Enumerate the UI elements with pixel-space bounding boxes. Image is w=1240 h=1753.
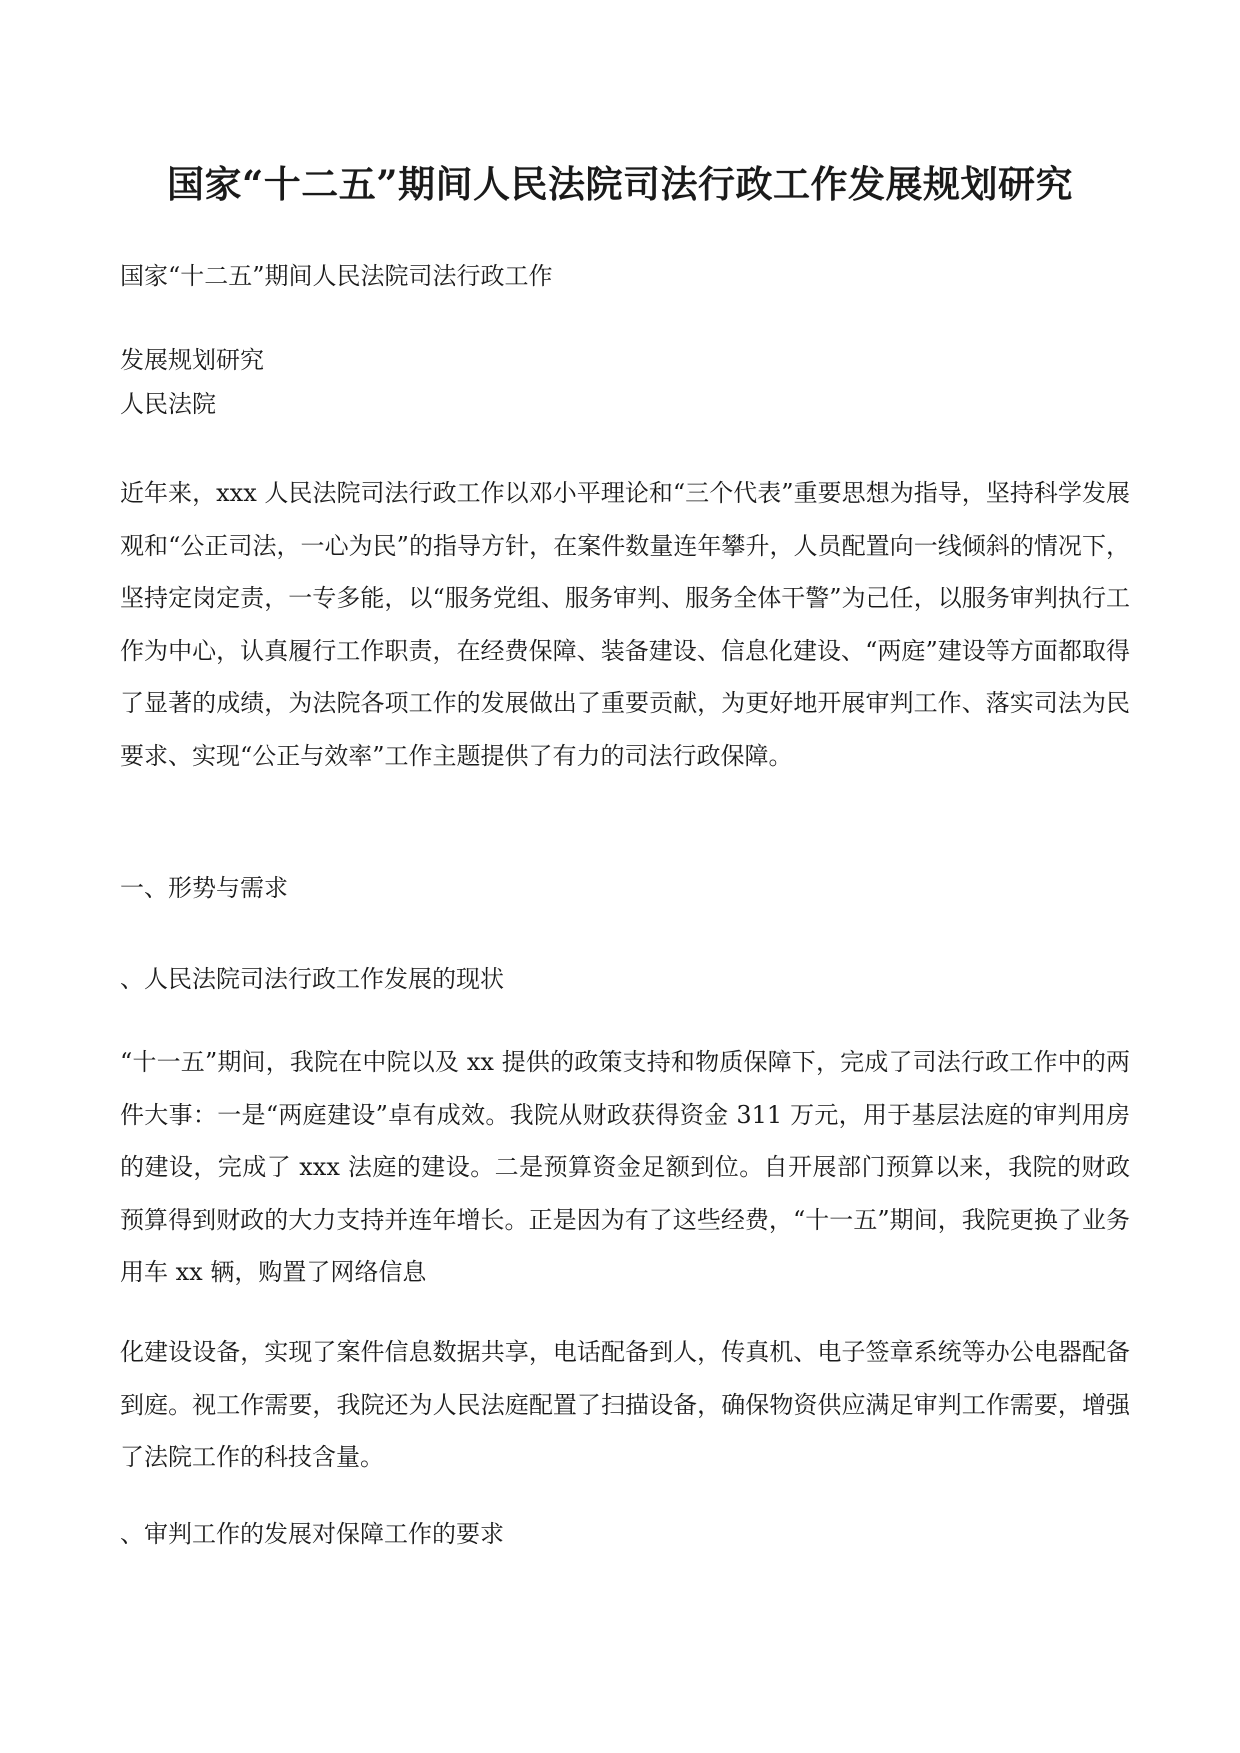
paragraph-2: “十一五”期间，我院在中院以及 xx 提供的政策支持和物质保障下，完成了司法行政工作中的两件大事：一是“两庭建设”卓有成效。我院从财政获得资金 311 万元，用于基层法庭的审判用房的建设，完成了 xxx 法庭的建设。二是预算资金足额到位。自开展部门预算以来，我院的财政预算得到财政的大力支持并连年增长。正是因为有了这些经费，“十一五”期间，我院更换了业务用车 xx 辆，购置了网络信息 (120, 1048, 1130, 1286)
paragraph-3: 化建设设备，实现了案件信息数据共享，电话配备到人，传真机、电子签章系统等办公电器配备到庭。视工作需要，我院还为人民法庭配置了扫描设备，确保物资供应满足审判工作需要，增强了法院工作的科技含量。 (120, 1338, 1130, 1471)
subsection-heading-1: 、人民法院司法行政工作发展的现状 (120, 965, 504, 993)
author-line: 人民法院 (120, 390, 216, 418)
subtitle-line-2: 发展规划研究 (120, 346, 264, 374)
subtitle-line-1: 国家“十二五”期间人民法院司法行政工作 (120, 262, 553, 290)
subsection-heading-2: 、审判工作的发展对保障工作的要求 (120, 1520, 504, 1548)
intro-paragraph: 近年来，xxx 人民法院司法行政工作以邓小平理论和“三个代表”重要思想为指导，坚持科学发展观和“公正司法，一心为民”的指导方针，在案件数量连年攀升，人员配置向一线倾斜的情况下，坚持定岗定责，一专多能，以“服务党组、服务审判、服务全体干警”为己任，以服务审判执行工作为中心，认真履行工作职责，在经费保障、装备建设、信息化建设、“两庭”建设等方面都取得了显著的成绩，为法院各项工作的发展做出了重要贡献，为更好地开展审判工作、落实司法为民要求、实现“公正与效率”工作主题提供了有力的司法行政保障。 (120, 479, 1130, 770)
section-heading-1: 一、形势与需求 (120, 874, 288, 902)
document-title: 国家“十二五”期间人民法院司法行政工作发展规划研究 (166, 162, 1074, 206)
